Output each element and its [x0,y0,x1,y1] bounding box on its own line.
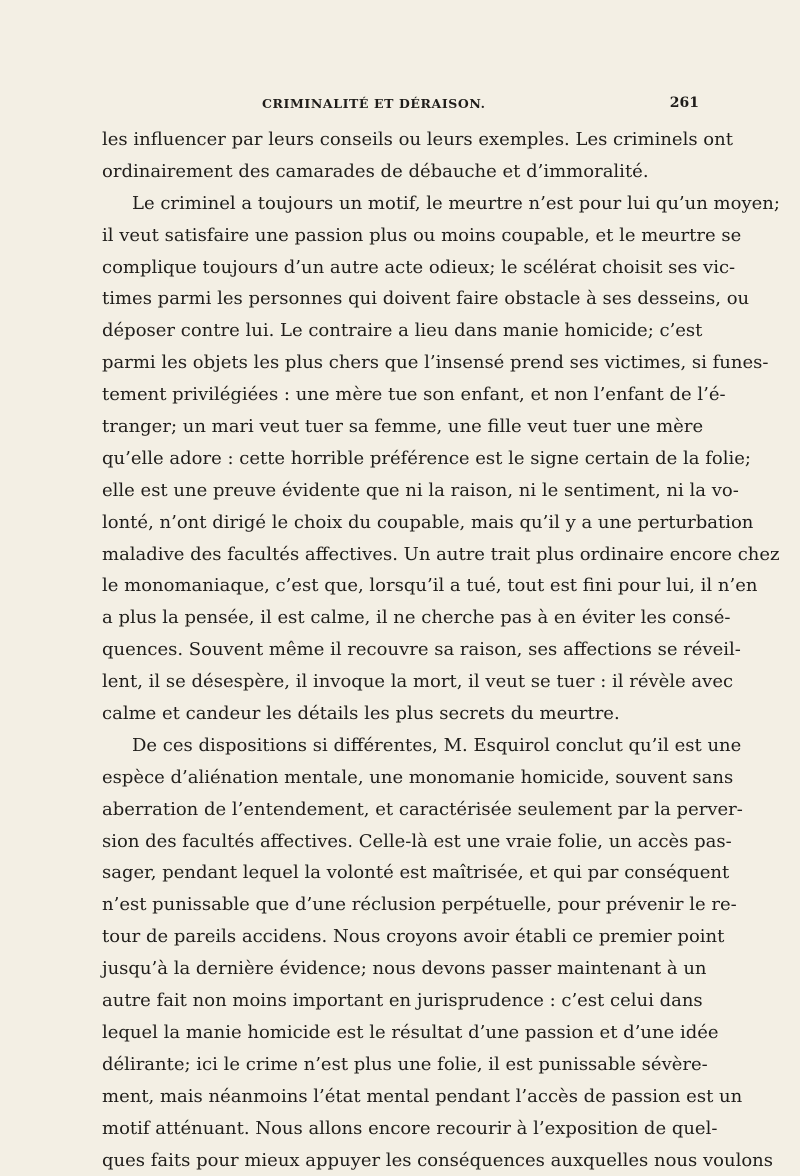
text-line: n’est punissable que d’une réclusion perpétuelle, pour prévenir le re- [102,889,700,921]
running-title: CRIMINALITÉ ET DÉRAISON. [262,96,486,111]
text-line: il veut satisfaire une passion plus ou moins coupable, et le meurtre se [102,220,700,252]
text-line: calme et candeur les détails les plus secrets du meurtre. [102,698,700,730]
text-line: motif atténuant. Nous allons encore recourir à l’exposition de quel- [102,1113,700,1145]
text-line: sion des facultés affectives. Celle-là est une vraie folie, un accès pas- [102,826,700,858]
text-line: ordinairement des camarades de débauche et d’immoralité. [102,156,700,188]
text-line: Le criminel a toujours un motif, le meurtre n’est pour lui qu’un moyen; [102,188,700,220]
text-line: complique toujours d’un autre acte odieux; le scélérat choisit ses vic- [102,252,700,284]
text-line: De ces dispositions si différentes, M. Esquirol conclut qu’il est une [102,730,700,762]
text-line: délirante; ici le crime n’est plus une folie, il est punissable sévère- [102,1049,700,1081]
text-line: jusqu’à la dernière évidence; nous devons passer maintenant à un [102,953,700,985]
running-head [0,92,800,116]
text-line: ques faits pour mieux appuyer les conséquences auxquelles nous voulons [102,1145,700,1176]
text-line: elle est une preuve évidente que ni la raison, ni le sentiment, ni la vo- [102,475,700,507]
text-line: le monomaniaque, c’est que, lorsqu’il a tué, tout est fini pour lui, il n’en [102,570,700,602]
text-line: lonté, n’ont dirigé le choix du coupable, mais qu’il y a une perturbation [102,507,700,539]
text-line: sager, pendant lequel la volonté est maîtrisée, et qui par conséquent [102,857,700,889]
text-line: tranger; un mari veut tuer sa femme, une fille veut tuer une mère [102,411,700,443]
text-line: déposer contre lui. Le contraire a lieu dans manie homicide; c’est [102,315,700,347]
page-number: 261 [670,95,699,111]
text-line: autre fait non moins important en jurisprudence : c’est celui dans [102,985,700,1017]
text-line: parmi les objets les plus chers que l’insensé prend ses victimes, si funes- [102,347,700,379]
text-line: tement privilégiées : une mère tue son enfant, et non l’enfant de l’é- [102,379,700,411]
text-line: ment, mais néanmoins l’état mental pendant l’accès de passion est un [102,1081,700,1113]
text-line: les influencer par leurs conseils ou leurs exemples. Les criminels ont [102,124,700,156]
text-line: tour de pareils accidens. Nous croyons avoir établi ce premier point [102,921,700,953]
text-line: maladive des facultés affectives. Un autre trait plus ordinaire encore chez [102,539,700,571]
text-line: aberration de l’entendement, et caractérisée seulement par la perver- [102,794,700,826]
body-text [102,124,700,1176]
text-line: a plus la pensée, il est calme, il ne cherche pas à en éviter les consé- [102,602,700,634]
text-line: times parmi les personnes qui doivent faire obstacle à ses desseins, ou [102,283,700,315]
text-line: qu’elle adore : cette horrible préférence est le signe certain de la folie; [102,443,700,475]
text-line: espèce d’aliénation mentale, une monomanie homicide, souvent sans [102,762,700,794]
text-line: quences. Souvent même il recouvre sa raison, ses affections se réveil- [102,634,700,666]
text-line: lequel la manie homicide est le résultat d’une passion et d’une idée [102,1017,700,1049]
text-line: lent, il se désespère, il invoque la mort, il veut se tuer : il révèle avec [102,666,700,698]
